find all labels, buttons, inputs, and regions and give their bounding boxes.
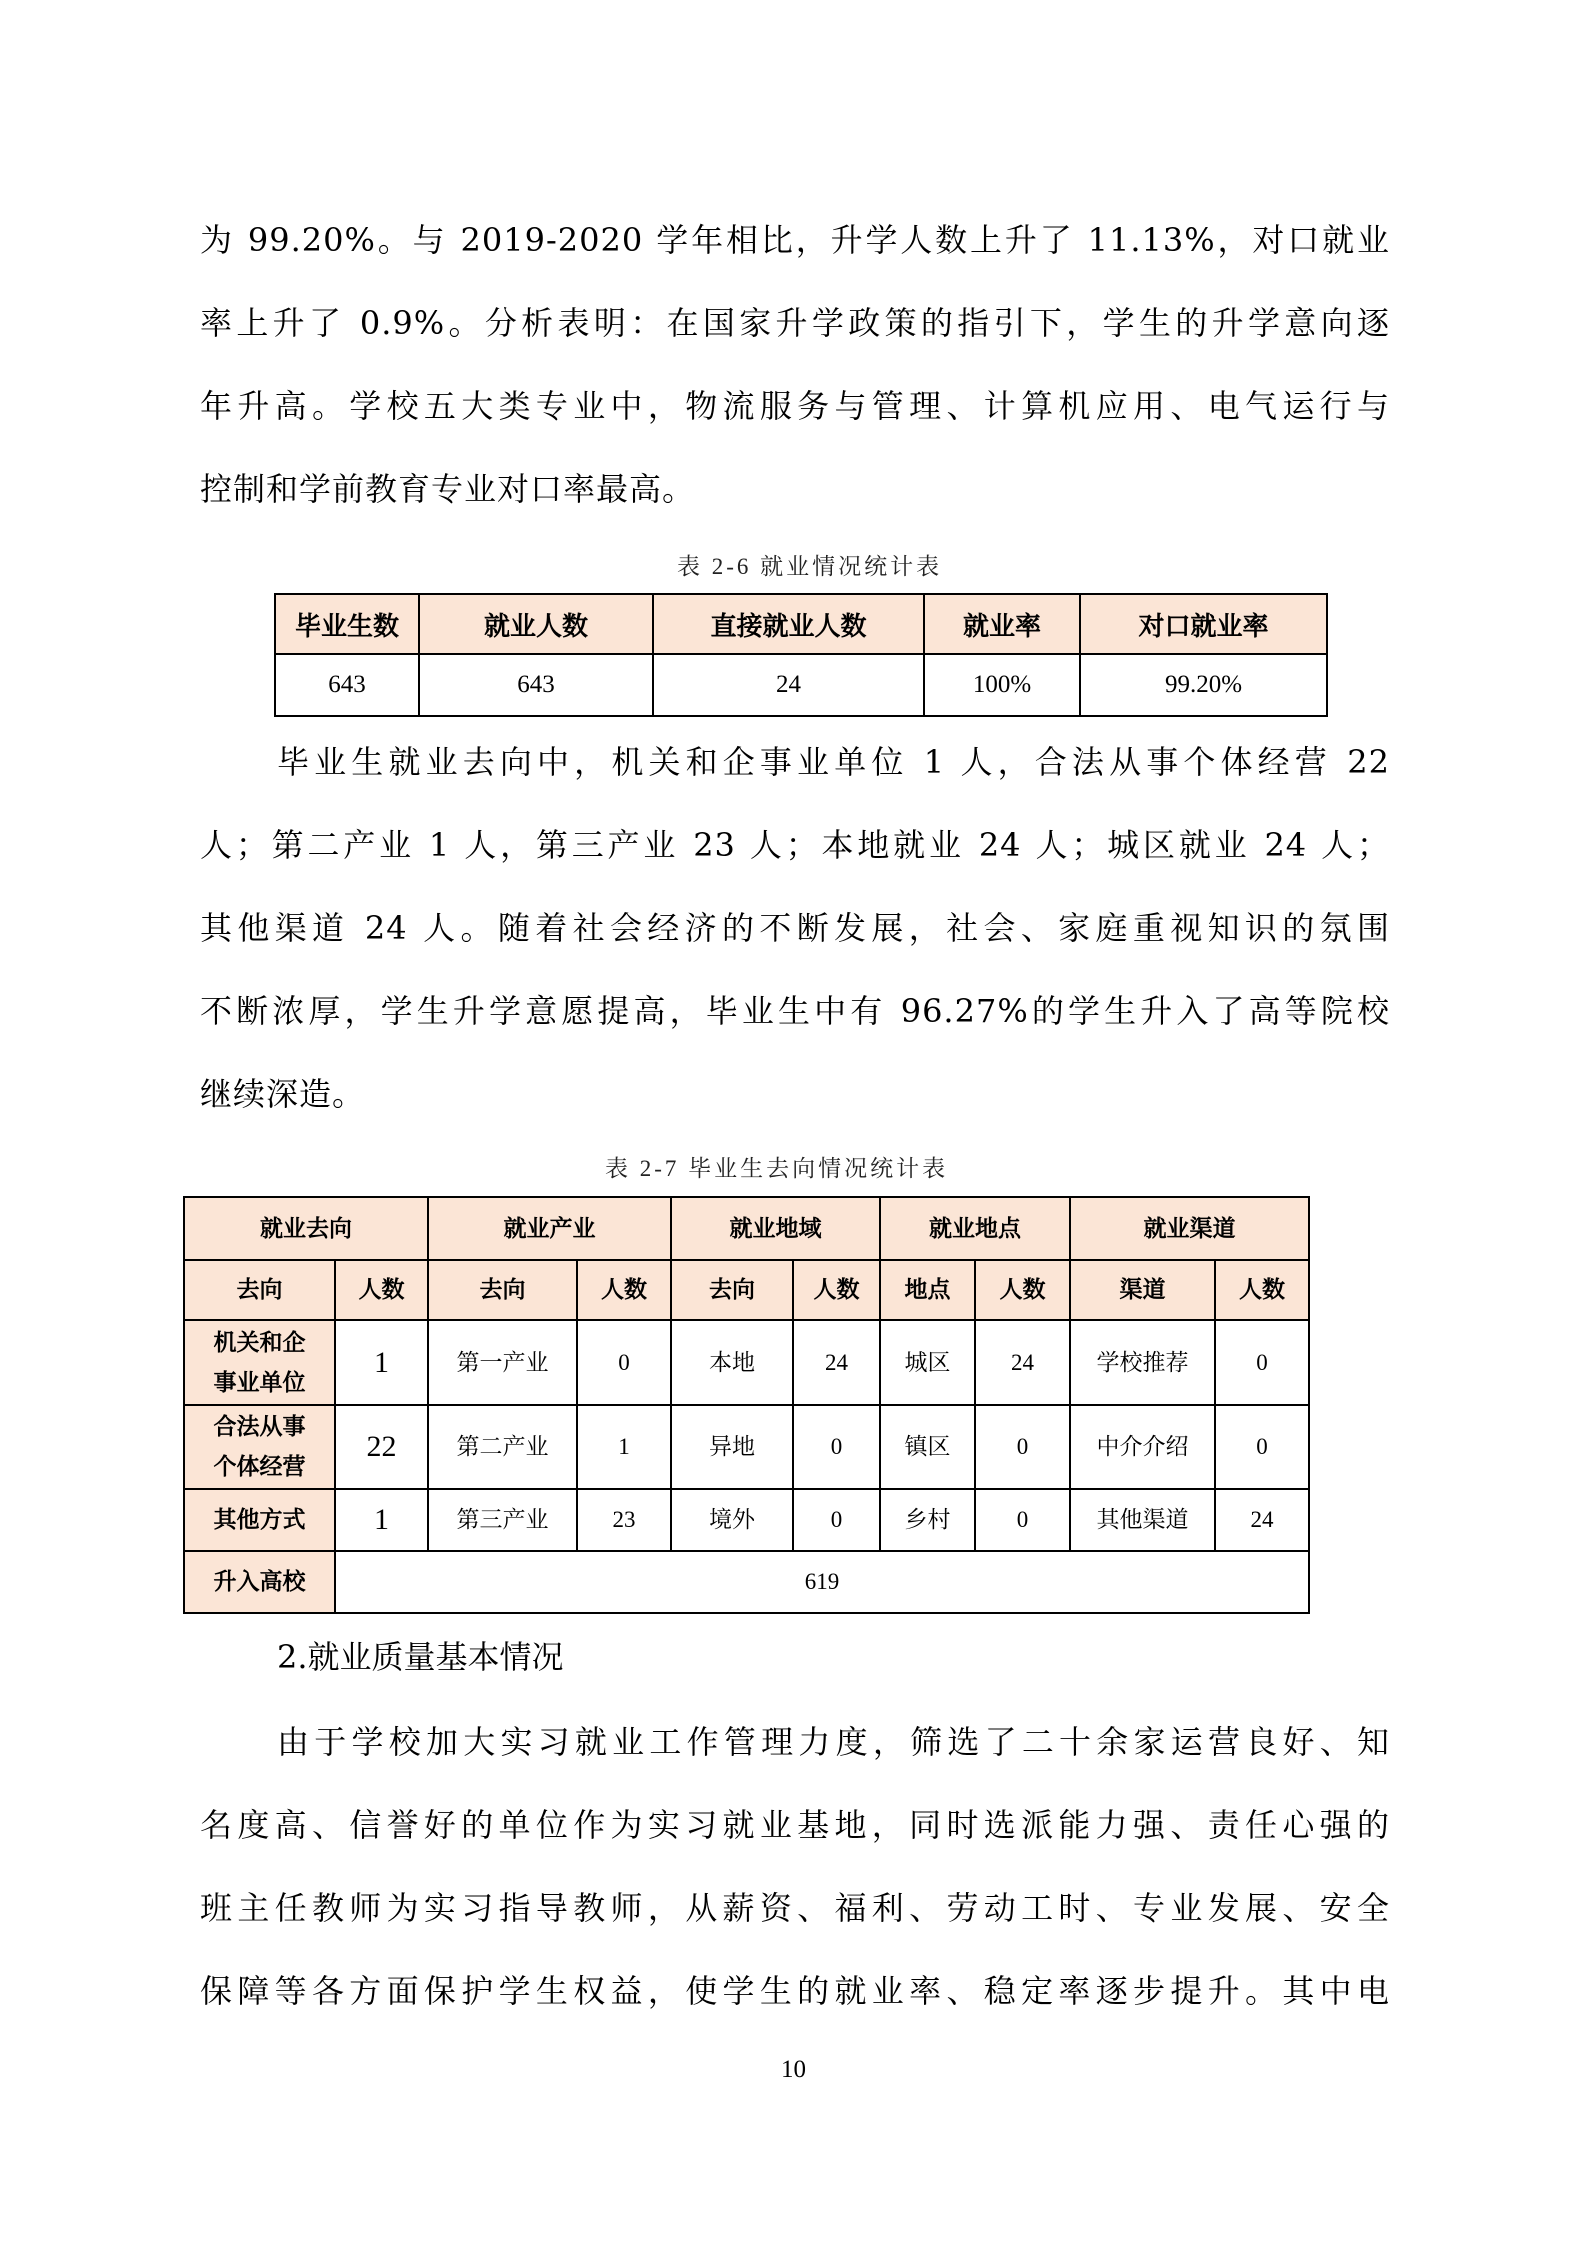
sub-header: 地点 (880, 1260, 975, 1320)
sub-header: 人数 (975, 1260, 1070, 1320)
text-line: 人；第二产业 1 人，第三产业 23 人；本地就业 24 人；城区就业 24 人； (200, 826, 1390, 864)
cell-location: 城区 (880, 1320, 975, 1405)
text-line: 控制和学前教育专业对口率最高。 (200, 470, 696, 508)
text-line: 年升高。学校五大类专业中，物流服务与管理、计算机应用、电气运行与 (200, 387, 1390, 425)
cell-channel-count: 0 (1215, 1320, 1309, 1405)
text-line: 为 99.20%。与 2019-2020 学年相比，升学人数上升了 11.13%，对口就业 (200, 221, 1390, 259)
row-header-higher-ed: 升入高校 (184, 1551, 335, 1613)
text-line: 由于学校加大实习就业工作管理力度，筛选了二十余家运营良好、知 (277, 1723, 1390, 1761)
row-header-direction: 其他方式 (184, 1489, 335, 1551)
text-line: 名度高、信誉好的单位作为实习就业基地，同时选派能力强、责任心强的 (200, 1806, 1390, 1844)
cell-location: 乡村 (880, 1489, 975, 1551)
table-header-row (275, 594, 1327, 654)
text-line: 不断浓厚，学生升学意愿提高，毕业生中有 96.27%的学生升入了高等院校 (200, 992, 1390, 1030)
table-row (184, 1320, 1309, 1405)
table-row (184, 1405, 1309, 1489)
cell-region-count: 0 (793, 1489, 880, 1551)
sub-header: 去向 (428, 1260, 577, 1320)
higher-education-row (184, 1551, 1309, 1613)
cell-industry: 第一产业 (428, 1320, 577, 1405)
header-employment-rate: 就业率 (924, 594, 1080, 654)
sub-header: 人数 (793, 1260, 880, 1320)
text-line: 继续深造。 (200, 1075, 366, 1113)
group-header-direction: 就业去向 (184, 1197, 428, 1260)
cell-region: 境外 (671, 1489, 793, 1551)
sub-header: 去向 (671, 1260, 793, 1320)
sub-header: 渠道 (1070, 1260, 1215, 1320)
cell-industry-count: 23 (577, 1489, 671, 1551)
group-header-channel: 就业渠道 (1070, 1197, 1309, 1260)
cell-graduates: 643 (275, 654, 419, 716)
table-row (184, 1489, 1309, 1551)
employment-statistics-table (274, 593, 1328, 717)
cell-employed: 643 (419, 654, 653, 716)
cell-industry: 第三产业 (428, 1489, 577, 1551)
header-employed: 就业人数 (419, 594, 653, 654)
table-2-7-caption: 表 2-7 毕业生去向情况统计表 (605, 1156, 949, 1181)
group-header-row (184, 1197, 1309, 1260)
cell-matched-rate: 99.20% (1080, 654, 1327, 716)
sub-header: 去向 (184, 1260, 335, 1320)
cell-channel-count: 24 (1215, 1489, 1309, 1551)
paragraph-destinations (200, 721, 1390, 1136)
row-header-direction (184, 1405, 335, 1489)
cell-industry: 第二产业 (428, 1405, 577, 1489)
text-line: 其他渠道 24 人。随着社会经济的不断发展，社会、家庭重视知识的氛围 (200, 909, 1390, 947)
cell-region: 异地 (671, 1405, 793, 1489)
cell-channel: 中介介绍 (1070, 1405, 1215, 1489)
group-header-location: 就业地点 (880, 1197, 1070, 1260)
section-heading: 2.就业质量基本情况 (277, 1638, 564, 1676)
cell-region-count: 24 (793, 1320, 880, 1405)
paragraph-employment-quality (200, 1701, 1390, 2033)
header-graduates: 毕业生数 (275, 594, 419, 654)
text-line: 班主任教师为实习指导教师，从薪资、福利、劳动工时、专业发展、安全 (200, 1889, 1390, 1927)
header-direct-employed: 直接就业人数 (653, 594, 924, 654)
cell-channel: 学校推荐 (1070, 1320, 1215, 1405)
cell-employment-rate: 100% (924, 654, 1080, 716)
cell-channel-count: 0 (1215, 1405, 1309, 1489)
sub-header: 人数 (577, 1260, 671, 1320)
cell-location-count: 0 (975, 1489, 1070, 1551)
header-matched-rate: 对口就业率 (1080, 594, 1327, 654)
table-row (275, 654, 1327, 716)
row-header-line: 机关和企 (213, 1329, 306, 1355)
text-line: 保障等各方面保护学生权益，使学生的就业率、稳定率逐步提升。其中电 (200, 1972, 1390, 2010)
text-line: 毕业生就业去向中，机关和企事业单位 1 人，合法从事个体经营 22 (277, 743, 1390, 781)
cell-location: 镇区 (880, 1405, 975, 1489)
paragraph-employment-rate (200, 199, 1390, 531)
cell-location-count: 0 (975, 1405, 1070, 1489)
cell-region: 本地 (671, 1320, 793, 1405)
table-2-6-caption: 表 2-6 就业情况统计表 (677, 554, 943, 579)
page-number: 10 (781, 2056, 806, 2083)
row-header-line: 合法从事 (213, 1414, 306, 1439)
cell-industry-count: 1 (577, 1405, 671, 1489)
cell-channel: 其他渠道 (1070, 1489, 1215, 1551)
row-header-line: 个体经营 (213, 1454, 306, 1479)
graduate-destination-table (183, 1196, 1310, 1614)
group-header-industry: 就业产业 (428, 1197, 671, 1260)
sub-header-row (184, 1260, 1309, 1320)
group-header-region: 就业地域 (671, 1197, 880, 1260)
cell-location-count: 24 (975, 1320, 1070, 1405)
cell-direct-employed: 24 (653, 654, 924, 716)
cell-higher-ed-count: 619 (335, 1551, 1309, 1613)
sub-header: 人数 (1215, 1260, 1309, 1320)
cell-industry-count: 0 (577, 1320, 671, 1405)
text-line: 率上升了 0.9%。分析表明：在国家升学政策的指引下，学生的升学意向逐 (200, 304, 1390, 342)
cell-count: 1 (335, 1320, 428, 1405)
cell-count: 22 (335, 1405, 428, 1489)
cell-region-count: 0 (793, 1405, 880, 1489)
row-header-direction (184, 1320, 335, 1405)
sub-header: 人数 (335, 1260, 428, 1320)
row-header-line: 事业单位 (213, 1369, 306, 1395)
cell-count: 1 (335, 1489, 428, 1551)
